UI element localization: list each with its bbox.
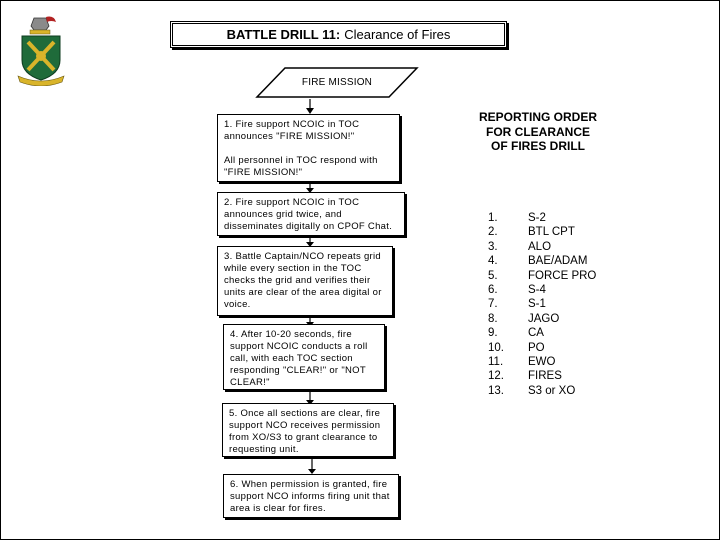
step-1-text-a: 1. Fire support NCOIC in TOC announces "FIRE MISSION!" [224,119,360,142]
reporting-order-item [488,211,596,225]
reporting-order-section: CA [528,327,544,340]
reporting-order-section: ALO [528,240,552,253]
reporting-order-item [488,254,596,268]
step-4-text: 4. After 10-20 seconds, fire support NCOIC conducts a roll call, with each TOC section responding "CLEAR!" or "NOT CLEAR!" [230,329,368,388]
connector-arrow-5 [302,457,322,475]
title-drill-name: Clearance of Fires [344,27,451,42]
reporting-order-number: 6. [488,284,498,297]
reporting-order-number: 3. [488,240,498,253]
reporting-order-number: 9. [488,327,498,340]
fire-mission-label: FIRE MISSION [301,77,373,88]
reporting-order-number: 10. [488,341,504,354]
reporting-order-item [488,355,596,369]
unit-crest-logo [16,14,66,86]
reporting-order-section: S-4 [528,284,546,297]
step-1-text-b: All personnel in TOC respond with "FIRE MISSION!" [224,155,378,178]
reporting-order-number: 5. [488,269,498,282]
reporting-order-number: 8. [488,312,498,325]
reporting-order-item [488,312,596,326]
reporting-order-item [488,225,596,239]
reporting-order-section: BAE/ADAM [528,255,588,268]
reporting-order-item [488,326,596,340]
step-box-3 [217,246,393,316]
reporting-order-number: 2. [488,226,498,239]
reporting-order-item [488,269,596,283]
reporting-order-number: 1. [488,212,498,224]
connector-arrow-0 [300,99,320,115]
title-drill-number: BATTLE DRILL 11: [226,27,341,42]
reporting-order-section: FORCE PRO [528,269,597,282]
step-box-4 [223,324,385,390]
reporting-order-item [488,369,596,383]
step-5-text: 5. Once all sections are clear, fire support NCO receives permission from XO/S3 to grant clearance to requesting unit. [229,408,381,455]
reporting-order-section: PO [528,341,545,354]
step-box-2 [217,192,405,236]
reporting-order-item [488,297,596,311]
reporting-order-number: 4. [488,255,498,268]
reporting-order-number: 12. [488,370,504,383]
reporting-order-number: 7. [488,298,498,311]
reporting-order-section: EWO [528,356,556,369]
fire-mission-start-shape [255,66,419,99]
reporting-order-section: S-1 [528,298,546,311]
reporting-order-section: S3 or XO [528,384,576,397]
step-box-6 [223,474,399,518]
reporting-order-list [488,211,596,398]
reporting-order-section: JAGO [528,312,560,325]
step-box-1 [217,114,400,182]
reporting-order-section: FIRES [528,370,562,383]
reporting-order-item [488,283,596,297]
step-3-text: 3. Battle Captain/NCO repeats grid while every section in the TOC checks the grid and verifies their units are clear of the area digital or voice. [224,251,382,310]
reporting-order-item [488,240,596,254]
reporting-order-number: 13. [488,384,504,397]
reporting-order-number: 11. [488,356,504,369]
reporting-order-item [488,384,596,398]
reporting-order-section: S-2 [528,212,546,224]
step-6-text: 6. When permission is granted, fire support NCO informs firing unit that area is clear for fires. [230,479,390,514]
step-2-text: 2. Fire support NCOIC in TOC announces grid twice, and disseminates digitally on CPOF Chat. [224,197,393,232]
page-title [170,21,507,48]
step-box-5 [222,403,394,457]
reporting-order-item [488,341,596,355]
reporting-order-section: BTL CPT [528,226,575,239]
reporting-order-title: REPORTING ORDER FOR CLEARANCE OF FIRES DRILL [478,110,597,153]
